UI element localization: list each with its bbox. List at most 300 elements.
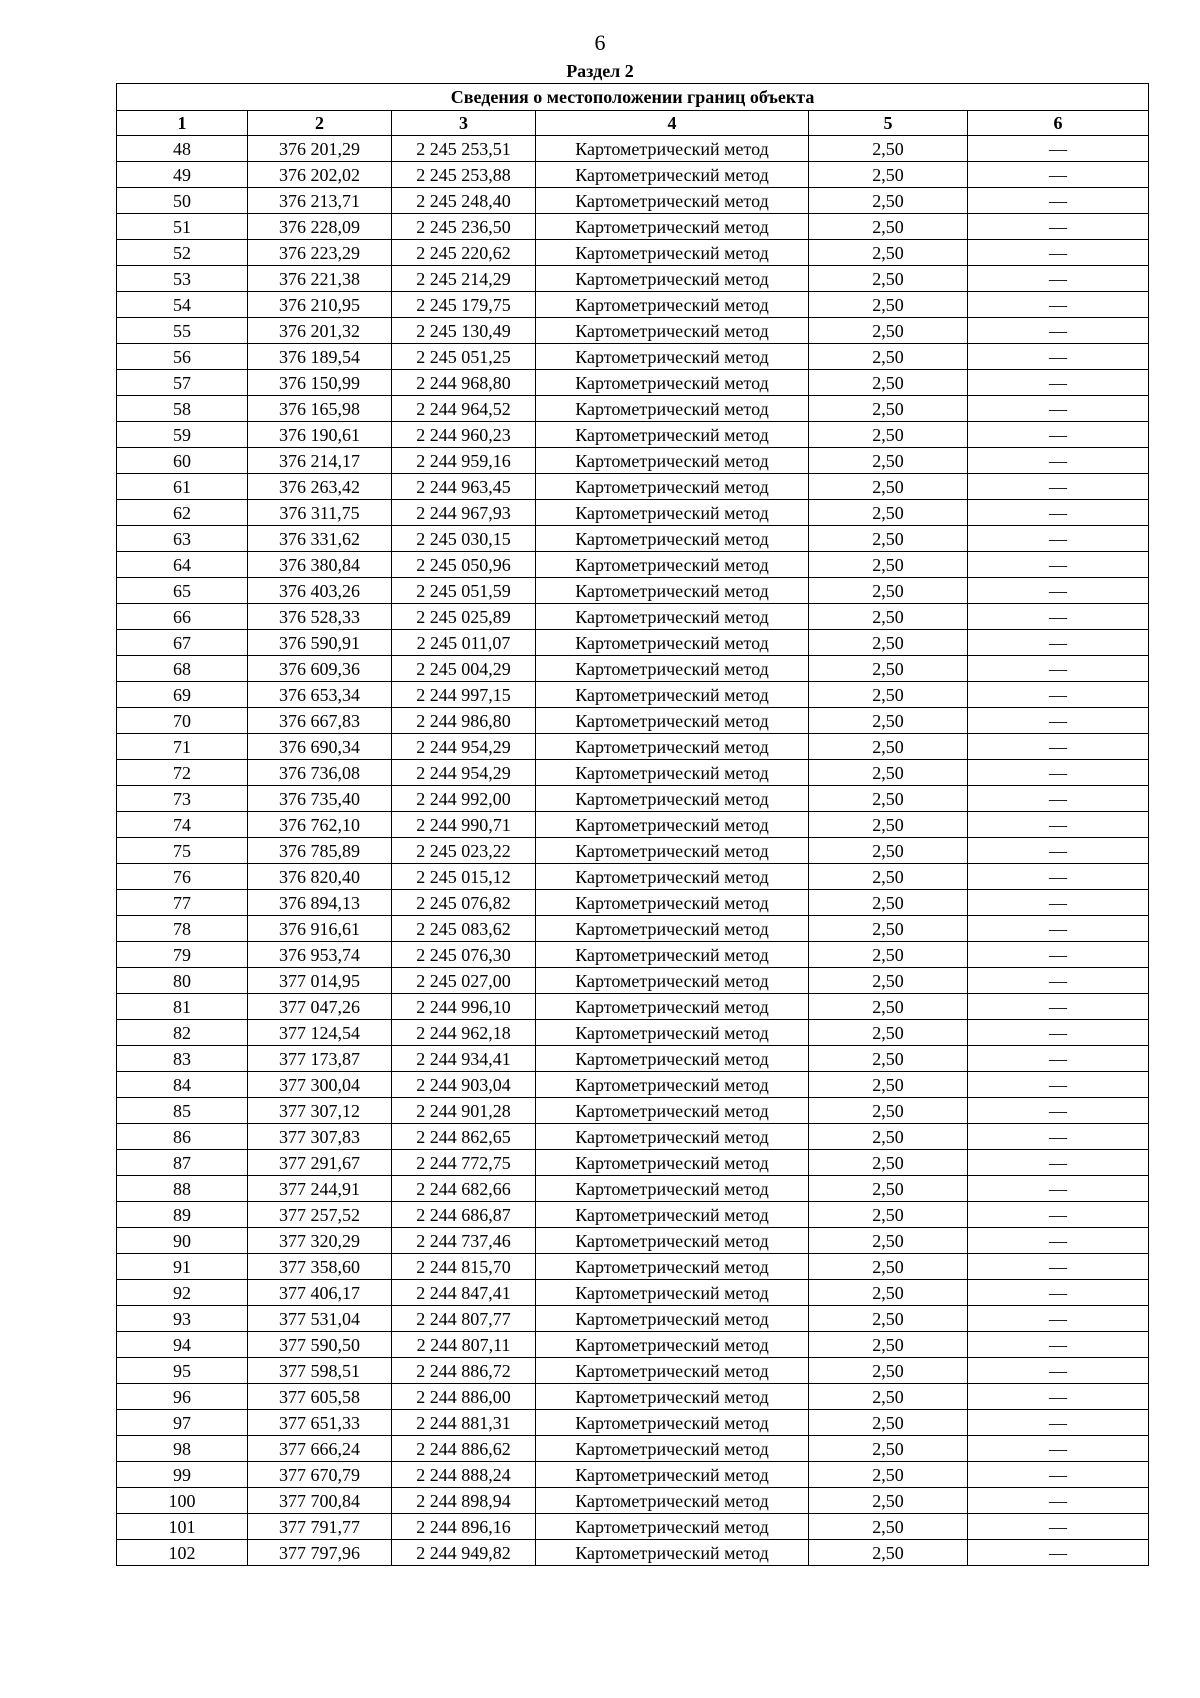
method-cell: Картометрический метод xyxy=(536,1176,809,1202)
y-coordinate-cell: 2 245 214,29 xyxy=(392,266,536,292)
accuracy-cell: 2,50 xyxy=(809,1202,968,1228)
y-coordinate-cell: 2 244 896,16 xyxy=(392,1514,536,1540)
description-cell: — xyxy=(968,994,1149,1020)
y-coordinate-cell: 2 244 737,46 xyxy=(392,1228,536,1254)
x-coordinate-cell: 377 173,87 xyxy=(248,1046,392,1072)
table-row xyxy=(117,812,1149,838)
method-cell: Картометрический метод xyxy=(536,1462,809,1488)
y-coordinate-cell: 2 244 898,94 xyxy=(392,1488,536,1514)
method-cell: Картометрический метод xyxy=(536,1514,809,1540)
accuracy-cell: 2,50 xyxy=(809,656,968,682)
accuracy-cell: 2,50 xyxy=(809,370,968,396)
x-coordinate-cell: 377 014,95 xyxy=(248,968,392,994)
y-coordinate-cell: 2 245 130,49 xyxy=(392,318,536,344)
method-cell: Картометрический метод xyxy=(536,214,809,240)
accuracy-cell: 2,50 xyxy=(809,1462,968,1488)
accuracy-cell: 2,50 xyxy=(809,890,968,916)
accuracy-cell: 2,50 xyxy=(809,1150,968,1176)
y-coordinate-cell: 2 244 903,04 xyxy=(392,1072,536,1098)
y-coordinate-cell: 2 244 990,71 xyxy=(392,812,536,838)
description-cell: — xyxy=(968,1384,1149,1410)
column-number-1: 1 xyxy=(117,111,248,136)
table-row xyxy=(117,1202,1149,1228)
x-coordinate-cell: 377 406,17 xyxy=(248,1280,392,1306)
x-coordinate-cell: 376 953,74 xyxy=(248,942,392,968)
y-coordinate-cell: 2 245 253,88 xyxy=(392,162,536,188)
x-coordinate-cell: 376 820,40 xyxy=(248,864,392,890)
y-coordinate-cell: 2 245 051,59 xyxy=(392,578,536,604)
method-cell: Картометрический метод xyxy=(536,1488,809,1514)
point-number-cell: 79 xyxy=(117,942,248,968)
x-coordinate-cell: 377 797,96 xyxy=(248,1540,392,1566)
description-cell: — xyxy=(968,1540,1149,1566)
method-cell: Картометрический метод xyxy=(536,422,809,448)
method-cell: Картометрический метод xyxy=(536,1540,809,1566)
point-number-cell: 72 xyxy=(117,760,248,786)
description-cell: — xyxy=(968,760,1149,786)
accuracy-cell: 2,50 xyxy=(809,916,968,942)
accuracy-cell: 2,50 xyxy=(809,474,968,500)
method-cell: Картометрический метод xyxy=(536,812,809,838)
point-number-cell: 84 xyxy=(117,1072,248,1098)
y-coordinate-cell: 2 245 083,62 xyxy=(392,916,536,942)
point-number-cell: 75 xyxy=(117,838,248,864)
point-number-cell: 49 xyxy=(117,162,248,188)
accuracy-cell: 2,50 xyxy=(809,734,968,760)
method-cell: Картометрический метод xyxy=(536,448,809,474)
y-coordinate-cell: 2 244 949,82 xyxy=(392,1540,536,1566)
description-cell: — xyxy=(968,526,1149,552)
description-cell: — xyxy=(968,344,1149,370)
x-coordinate-cell: 376 165,98 xyxy=(248,396,392,422)
accuracy-cell: 2,50 xyxy=(809,1410,968,1436)
point-number-cell: 83 xyxy=(117,1046,248,1072)
x-coordinate-cell: 377 605,58 xyxy=(248,1384,392,1410)
x-coordinate-cell: 376 214,17 xyxy=(248,448,392,474)
table-row xyxy=(117,552,1149,578)
accuracy-cell: 2,50 xyxy=(809,994,968,1020)
point-number-cell: 81 xyxy=(117,994,248,1020)
method-cell: Картометрический метод xyxy=(536,266,809,292)
point-number-cell: 51 xyxy=(117,214,248,240)
table-row xyxy=(117,1150,1149,1176)
table-row xyxy=(117,942,1149,968)
column-number-5: 5 xyxy=(809,111,968,136)
x-coordinate-cell: 376 263,42 xyxy=(248,474,392,500)
y-coordinate-cell: 2 244 997,15 xyxy=(392,682,536,708)
point-number-cell: 58 xyxy=(117,396,248,422)
x-coordinate-cell: 377 700,84 xyxy=(248,1488,392,1514)
method-cell: Картометрический метод xyxy=(536,734,809,760)
description-cell: — xyxy=(968,890,1149,916)
method-cell: Картометрический метод xyxy=(536,1020,809,1046)
y-coordinate-cell: 2 245 220,62 xyxy=(392,240,536,266)
table-row xyxy=(117,1514,1149,1540)
table-row xyxy=(117,1436,1149,1462)
x-coordinate-cell: 376 609,36 xyxy=(248,656,392,682)
table-row xyxy=(117,630,1149,656)
y-coordinate-cell: 2 245 236,50 xyxy=(392,214,536,240)
table-row xyxy=(117,396,1149,422)
boundary-coordinates-table xyxy=(116,83,1149,1566)
y-coordinate-cell: 2 244 807,11 xyxy=(392,1332,536,1358)
y-coordinate-cell: 2 245 253,51 xyxy=(392,136,536,162)
x-coordinate-cell: 376 380,84 xyxy=(248,552,392,578)
method-cell: Картометрический метод xyxy=(536,370,809,396)
x-coordinate-cell: 377 598,51 xyxy=(248,1358,392,1384)
point-number-cell: 64 xyxy=(117,552,248,578)
description-cell: — xyxy=(968,838,1149,864)
point-number-cell: 69 xyxy=(117,682,248,708)
method-cell: Картометрический метод xyxy=(536,474,809,500)
accuracy-cell: 2,50 xyxy=(809,1228,968,1254)
point-number-cell: 71 xyxy=(117,734,248,760)
x-coordinate-cell: 377 047,26 xyxy=(248,994,392,1020)
description-cell: — xyxy=(968,1228,1149,1254)
description-cell: — xyxy=(968,916,1149,942)
table-body xyxy=(117,136,1149,1566)
description-cell: — xyxy=(968,214,1149,240)
method-cell: Картометрический метод xyxy=(536,786,809,812)
table-caption-row xyxy=(117,84,1149,111)
accuracy-cell: 2,50 xyxy=(809,1384,968,1410)
x-coordinate-cell: 377 307,12 xyxy=(248,1098,392,1124)
accuracy-cell: 2,50 xyxy=(809,604,968,630)
point-number-cell: 61 xyxy=(117,474,248,500)
table-row xyxy=(117,448,1149,474)
point-number-cell: 66 xyxy=(117,604,248,630)
description-cell: — xyxy=(968,1514,1149,1540)
x-coordinate-cell: 377 300,04 xyxy=(248,1072,392,1098)
table-row xyxy=(117,1228,1149,1254)
table-row xyxy=(117,890,1149,916)
y-coordinate-cell: 2 244 963,45 xyxy=(392,474,536,500)
point-number-cell: 88 xyxy=(117,1176,248,1202)
y-coordinate-cell: 2 245 004,29 xyxy=(392,656,536,682)
y-coordinate-cell: 2 245 015,12 xyxy=(392,864,536,890)
table-row xyxy=(117,1306,1149,1332)
x-coordinate-cell: 376 221,38 xyxy=(248,266,392,292)
description-cell: — xyxy=(968,1358,1149,1384)
method-cell: Картометрический метод xyxy=(536,1436,809,1462)
table-row xyxy=(117,1462,1149,1488)
x-coordinate-cell: 376 202,02 xyxy=(248,162,392,188)
table-row xyxy=(117,500,1149,526)
y-coordinate-cell: 2 245 023,22 xyxy=(392,838,536,864)
table-row xyxy=(117,1332,1149,1358)
y-coordinate-cell: 2 244 886,00 xyxy=(392,1384,536,1410)
method-cell: Картометрический метод xyxy=(536,1358,809,1384)
method-cell: Картометрический метод xyxy=(536,292,809,318)
description-cell: — xyxy=(968,552,1149,578)
accuracy-cell: 2,50 xyxy=(809,162,968,188)
table-row xyxy=(117,1046,1149,1072)
y-coordinate-cell: 2 245 179,75 xyxy=(392,292,536,318)
table-row xyxy=(117,708,1149,734)
point-number-cell: 53 xyxy=(117,266,248,292)
y-coordinate-cell: 2 244 992,00 xyxy=(392,786,536,812)
method-cell: Картометрический метод xyxy=(536,890,809,916)
description-cell: — xyxy=(968,1254,1149,1280)
description-cell: — xyxy=(968,630,1149,656)
y-coordinate-cell: 2 244 862,65 xyxy=(392,1124,536,1150)
y-coordinate-cell: 2 244 686,87 xyxy=(392,1202,536,1228)
point-number-cell: 94 xyxy=(117,1332,248,1358)
method-cell: Картометрический метод xyxy=(536,1254,809,1280)
description-cell: — xyxy=(968,422,1149,448)
description-cell: — xyxy=(968,812,1149,838)
description-cell: — xyxy=(968,1020,1149,1046)
table-row xyxy=(117,1124,1149,1150)
description-cell: — xyxy=(968,968,1149,994)
point-number-cell: 55 xyxy=(117,318,248,344)
method-cell: Картометрический метод xyxy=(536,942,809,968)
accuracy-cell: 2,50 xyxy=(809,214,968,240)
method-cell: Картометрический метод xyxy=(536,656,809,682)
x-coordinate-cell: 376 736,08 xyxy=(248,760,392,786)
description-cell: — xyxy=(968,682,1149,708)
table-row xyxy=(117,864,1149,890)
description-cell: — xyxy=(968,188,1149,214)
description-cell: — xyxy=(968,136,1149,162)
point-number-cell: 100 xyxy=(117,1488,248,1514)
page-number: 6 xyxy=(594,30,606,55)
description-cell: — xyxy=(968,1410,1149,1436)
method-cell: Картометрический метод xyxy=(536,682,809,708)
accuracy-cell: 2,50 xyxy=(809,1358,968,1384)
x-coordinate-cell: 377 124,54 xyxy=(248,1020,392,1046)
method-cell: Картометрический метод xyxy=(536,1280,809,1306)
description-cell: — xyxy=(968,266,1149,292)
accuracy-cell: 2,50 xyxy=(809,1436,968,1462)
description-cell: — xyxy=(968,1436,1149,1462)
method-cell: Картометрический метод xyxy=(536,1124,809,1150)
accuracy-cell: 2,50 xyxy=(809,1020,968,1046)
x-coordinate-cell: 376 190,61 xyxy=(248,422,392,448)
point-number-cell: 82 xyxy=(117,1020,248,1046)
point-number-cell: 93 xyxy=(117,1306,248,1332)
method-cell: Картометрический метод xyxy=(536,1150,809,1176)
table-row xyxy=(117,292,1149,318)
accuracy-cell: 2,50 xyxy=(809,1540,968,1566)
y-coordinate-cell: 2 245 011,07 xyxy=(392,630,536,656)
point-number-cell: 63 xyxy=(117,526,248,552)
x-coordinate-cell: 376 528,33 xyxy=(248,604,392,630)
point-number-cell: 60 xyxy=(117,448,248,474)
y-coordinate-cell: 2 244 962,18 xyxy=(392,1020,536,1046)
method-cell: Картометрический метод xyxy=(536,1306,809,1332)
method-cell: Картометрический метод xyxy=(536,968,809,994)
x-coordinate-cell: 377 670,79 xyxy=(248,1462,392,1488)
table-row xyxy=(117,760,1149,786)
description-cell: — xyxy=(968,1202,1149,1228)
column-number-3: 3 xyxy=(392,111,536,136)
table-row xyxy=(117,1410,1149,1436)
method-cell: Картометрический метод xyxy=(536,1072,809,1098)
x-coordinate-cell: 376 590,91 xyxy=(248,630,392,656)
x-coordinate-cell: 376 653,34 xyxy=(248,682,392,708)
accuracy-cell: 2,50 xyxy=(809,578,968,604)
y-coordinate-cell: 2 244 996,10 xyxy=(392,994,536,1020)
y-coordinate-cell: 2 244 964,52 xyxy=(392,396,536,422)
table-row xyxy=(117,968,1149,994)
x-coordinate-cell: 376 210,95 xyxy=(248,292,392,318)
x-coordinate-cell: 376 331,62 xyxy=(248,526,392,552)
point-number-cell: 76 xyxy=(117,864,248,890)
description-cell: — xyxy=(968,1098,1149,1124)
table-caption: Сведения о местоположении границ объекта xyxy=(117,84,1149,111)
table-row xyxy=(117,344,1149,370)
method-cell: Картометрический метод xyxy=(536,708,809,734)
method-cell: Картометрический метод xyxy=(536,136,809,162)
accuracy-cell: 2,50 xyxy=(809,292,968,318)
point-number-cell: 59 xyxy=(117,422,248,448)
method-cell: Картометрический метод xyxy=(536,1384,809,1410)
point-number-cell: 98 xyxy=(117,1436,248,1462)
method-cell: Картометрический метод xyxy=(536,916,809,942)
description-cell: — xyxy=(968,864,1149,890)
point-number-cell: 80 xyxy=(117,968,248,994)
method-cell: Картометрический метод xyxy=(536,1098,809,1124)
description-cell: — xyxy=(968,1280,1149,1306)
method-cell: Картометрический метод xyxy=(536,1202,809,1228)
description-cell: — xyxy=(968,292,1149,318)
section-title: Раздел 2 xyxy=(566,61,634,81)
method-cell: Картометрический метод xyxy=(536,188,809,214)
method-cell: Картометрический метод xyxy=(536,1228,809,1254)
description-cell: — xyxy=(968,1046,1149,1072)
description-cell: — xyxy=(968,474,1149,500)
description-cell: — xyxy=(968,1332,1149,1358)
y-coordinate-cell: 2 244 959,16 xyxy=(392,448,536,474)
table-row xyxy=(117,734,1149,760)
description-cell: — xyxy=(968,1488,1149,1514)
accuracy-cell: 2,50 xyxy=(809,344,968,370)
point-number-cell: 52 xyxy=(117,240,248,266)
point-number-cell: 89 xyxy=(117,1202,248,1228)
table-row xyxy=(117,682,1149,708)
y-coordinate-cell: 2 244 986,80 xyxy=(392,708,536,734)
table-row xyxy=(117,318,1149,344)
accuracy-cell: 2,50 xyxy=(809,1072,968,1098)
accuracy-cell: 2,50 xyxy=(809,396,968,422)
y-coordinate-cell: 2 244 886,62 xyxy=(392,1436,536,1462)
y-coordinate-cell: 2 244 807,77 xyxy=(392,1306,536,1332)
x-coordinate-cell: 377 358,60 xyxy=(248,1254,392,1280)
accuracy-cell: 2,50 xyxy=(809,838,968,864)
method-cell: Картометрический метод xyxy=(536,864,809,890)
method-cell: Картометрический метод xyxy=(536,1410,809,1436)
accuracy-cell: 2,50 xyxy=(809,1306,968,1332)
method-cell: Картометрический метод xyxy=(536,578,809,604)
accuracy-cell: 2,50 xyxy=(809,968,968,994)
y-coordinate-cell: 2 245 076,30 xyxy=(392,942,536,968)
x-coordinate-cell: 377 257,52 xyxy=(248,1202,392,1228)
point-number-cell: 97 xyxy=(117,1410,248,1436)
description-cell: — xyxy=(968,448,1149,474)
accuracy-cell: 2,50 xyxy=(809,1488,968,1514)
description-cell: — xyxy=(968,162,1149,188)
y-coordinate-cell: 2 244 968,80 xyxy=(392,370,536,396)
table-row xyxy=(117,526,1149,552)
description-cell: — xyxy=(968,370,1149,396)
y-coordinate-cell: 2 244 815,70 xyxy=(392,1254,536,1280)
accuracy-cell: 2,50 xyxy=(809,1280,968,1306)
x-coordinate-cell: 377 531,04 xyxy=(248,1306,392,1332)
x-coordinate-cell: 376 735,40 xyxy=(248,786,392,812)
point-number-cell: 70 xyxy=(117,708,248,734)
x-coordinate-cell: 376 785,89 xyxy=(248,838,392,864)
x-coordinate-cell: 376 667,83 xyxy=(248,708,392,734)
point-number-cell: 99 xyxy=(117,1462,248,1488)
y-coordinate-cell: 2 244 901,28 xyxy=(392,1098,536,1124)
x-coordinate-cell: 377 320,29 xyxy=(248,1228,392,1254)
table-row xyxy=(117,422,1149,448)
point-number-cell: 68 xyxy=(117,656,248,682)
description-cell: — xyxy=(968,1462,1149,1488)
accuracy-cell: 2,50 xyxy=(809,266,968,292)
method-cell: Картометрический метод xyxy=(536,500,809,526)
point-number-cell: 86 xyxy=(117,1124,248,1150)
description-cell: — xyxy=(968,578,1149,604)
accuracy-cell: 2,50 xyxy=(809,136,968,162)
table-row xyxy=(117,266,1149,292)
x-coordinate-cell: 377 291,67 xyxy=(248,1150,392,1176)
point-number-cell: 48 xyxy=(117,136,248,162)
method-cell: Картометрический метод xyxy=(536,838,809,864)
column-number-6: 6 xyxy=(968,111,1149,136)
table-row xyxy=(117,214,1149,240)
y-coordinate-cell: 2 244 772,75 xyxy=(392,1150,536,1176)
table-row xyxy=(117,1072,1149,1098)
table-row xyxy=(117,656,1149,682)
description-cell: — xyxy=(968,942,1149,968)
accuracy-cell: 2,50 xyxy=(809,552,968,578)
description-cell: — xyxy=(968,656,1149,682)
y-coordinate-cell: 2 245 076,82 xyxy=(392,890,536,916)
accuracy-cell: 2,50 xyxy=(809,1098,968,1124)
description-cell: — xyxy=(968,786,1149,812)
table-row xyxy=(117,188,1149,214)
accuracy-cell: 2,50 xyxy=(809,942,968,968)
accuracy-cell: 2,50 xyxy=(809,1176,968,1202)
accuracy-cell: 2,50 xyxy=(809,760,968,786)
table-row xyxy=(117,1020,1149,1046)
x-coordinate-cell: 377 244,91 xyxy=(248,1176,392,1202)
description-cell: — xyxy=(968,1124,1149,1150)
accuracy-cell: 2,50 xyxy=(809,422,968,448)
y-coordinate-cell: 2 245 027,00 xyxy=(392,968,536,994)
point-number-cell: 90 xyxy=(117,1228,248,1254)
point-number-cell: 77 xyxy=(117,890,248,916)
method-cell: Картометрический метод xyxy=(536,1332,809,1358)
table-row xyxy=(117,474,1149,500)
method-cell: Картометрический метод xyxy=(536,318,809,344)
table-row xyxy=(117,1384,1149,1410)
accuracy-cell: 2,50 xyxy=(809,1124,968,1150)
x-coordinate-cell: 376 916,61 xyxy=(248,916,392,942)
description-cell: — xyxy=(968,1072,1149,1098)
x-coordinate-cell: 376 223,29 xyxy=(248,240,392,266)
column-number-2: 2 xyxy=(248,111,392,136)
point-number-cell: 102 xyxy=(117,1540,248,1566)
table-row xyxy=(117,1488,1149,1514)
x-coordinate-cell: 377 307,83 xyxy=(248,1124,392,1150)
y-coordinate-cell: 2 244 886,72 xyxy=(392,1358,536,1384)
accuracy-cell: 2,50 xyxy=(809,240,968,266)
point-number-cell: 73 xyxy=(117,786,248,812)
table-row xyxy=(117,1540,1149,1566)
